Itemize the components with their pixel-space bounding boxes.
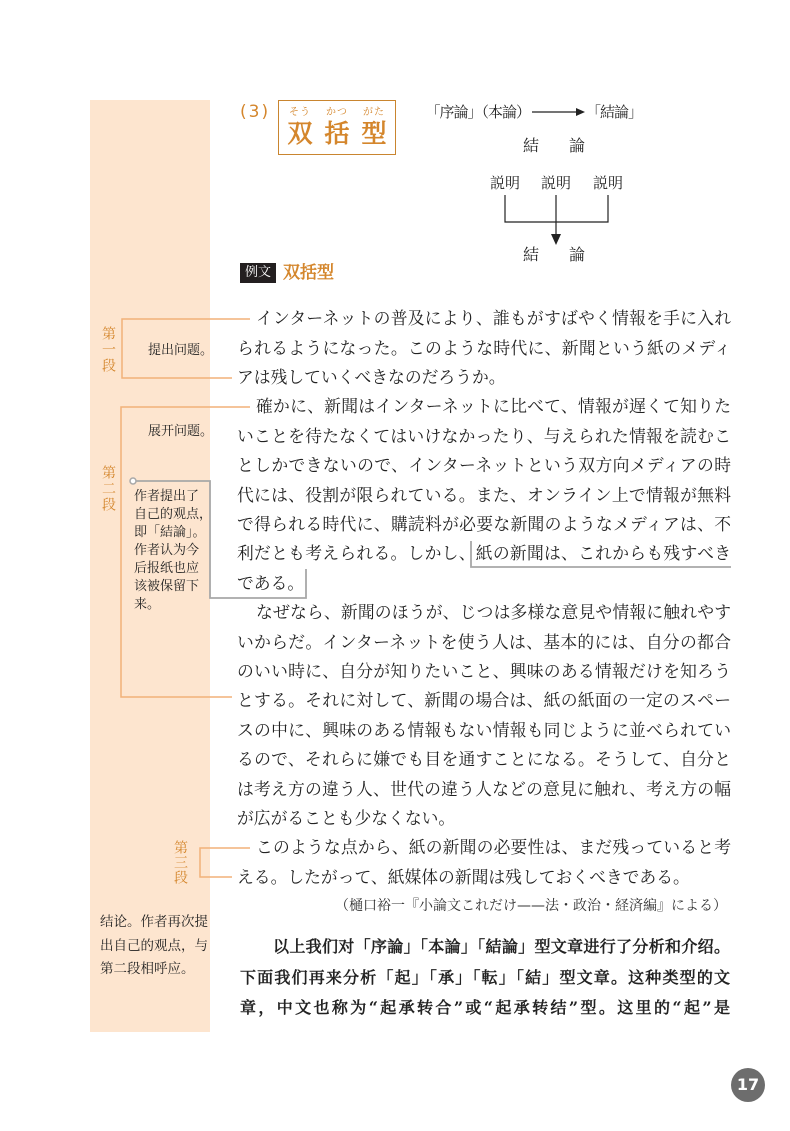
explanation-to-conclusion-arrowhead — [551, 234, 561, 245]
passage-line: なぜなら、新聞のほうが、じつは多様な意見や情報に触れやす — [256, 602, 731, 623]
conclusion-note-line: 结论。作者再次提 — [100, 914, 208, 930]
viewpoint-note-line: 该被保留下 — [134, 579, 200, 594]
paragraph-3-label: 第三段 — [172, 840, 188, 885]
viewpoint-note-line: 即「結論」。 — [134, 525, 206, 540]
section-number: (3) — [240, 102, 271, 122]
viewpoint-note-line: 作者提出了 — [134, 489, 200, 504]
conclusion-note-line: 第二段相呼应。 — [100, 961, 195, 977]
passage-line: が広がることも少なくない。 — [237, 807, 456, 828]
commentary-line: 章，中文也称为“起承转合”或“起承转结”型。这里的“起”是 — [240, 998, 730, 1017]
commentary-line: 以上我们对「序論」「本論」「結論」型文章进行了分析和介绍。 — [273, 937, 730, 956]
title-kanji-3: 型 — [361, 119, 387, 148]
viewpoint-pointer-dot — [130, 478, 136, 484]
paragraph-1-bracket — [122, 319, 250, 378]
passage-line: アは残していくべきなのだろうか。 — [237, 367, 506, 388]
diagram-conclusion-bottom: 結 論 — [523, 245, 593, 264]
paragraph-1-label: 第一段 — [100, 326, 116, 374]
commentary-line: 下面我们再来分析「起」「承」「転」「結」型文章。这种类型的文 — [240, 967, 730, 987]
passage-line: るので、それらに嫌でも目を通すことになる。そうして、自分と — [237, 749, 731, 770]
paragraph-3-bracket — [200, 848, 250, 877]
viewpoint-note-line: 作者认为今 — [134, 543, 200, 558]
passage-line: いからだ。インターネットを使う人は、基本的には、自分の都合 — [237, 631, 731, 652]
passage-line: このような点から、紙の新聞の必要性は、まだ残っていると考 — [256, 837, 731, 858]
passage-line: 確かに、新聞はインターネットに比べて、情報が遅くて知りた — [256, 396, 731, 417]
passage-line: える。したがって、紙媒体の新聞は残しておくべきである。 — [237, 866, 690, 887]
title-ruby-3: がた — [363, 107, 385, 118]
title-ruby-2: かつ — [326, 107, 348, 118]
paragraph-2-label: 第二段 — [100, 465, 116, 513]
viewpoint-note-line: 后报纸也应 — [134, 561, 200, 576]
diagram-conclusion-label: 「結論」 — [586, 103, 643, 121]
conclusion-note-line: 出自己的观点，与 — [100, 937, 208, 954]
paragraph-2-bracket — [121, 407, 250, 697]
diagram-intro-body: 「序論」（本論） — [425, 103, 530, 121]
passage-line: 利だとも考えられる。しかし、紙の新聞は、これからも残すべき — [237, 543, 731, 564]
title-kanji-1: 双 — [287, 119, 313, 148]
viewpoint-note-line: 来。 — [134, 597, 161, 612]
example-title: 双括型 — [283, 263, 334, 283]
passage-line: られるようになった。このような時代に、新聞という紙のメディ — [237, 337, 731, 358]
diagram-explanation-2: 説明 — [541, 174, 572, 192]
passage-line: スの中に、興味のある情報もない情報も同じように並べられてい — [237, 719, 731, 740]
passage-line: は考え方の違う人、世代の違う人などの意見に触れ、考え方の幅 — [237, 778, 731, 799]
diagram-explanation-3: 説明 — [593, 174, 624, 192]
passage-line: とする。それに対して、新聞の場合は、紙の紙面の一定のスペー — [237, 690, 731, 711]
passage-citation: （樋口裕一『小論文これだけ——法・政治・経済編』による） — [335, 898, 727, 914]
viewpoint-note-line: 自己的观点， — [134, 507, 213, 522]
passage-line: いことを待たなくてはいけなかったり、与えられた情報を読むこ — [237, 425, 731, 446]
diagram-arrow-head — [576, 108, 585, 116]
passage-line: のいい時に、自分が知りたいこと、興味のある情報だけを知ろう — [237, 660, 731, 681]
paragraph-2-note: 展开问题。 — [148, 424, 214, 439]
diagram-conclusion-top: 結 論 — [523, 136, 593, 155]
title-ruby-1: そう — [289, 107, 311, 118]
passage-line: 代には、役割が限られている。また、オンライン上で情報が無料 — [237, 484, 731, 505]
example-label: 例文 — [240, 263, 276, 283]
passage-line: で得られる時代に、購読料が必要な新聞のようなメディアは、不 — [237, 514, 731, 535]
title-kanji-2: 括 — [324, 119, 350, 148]
passage-line: インターネットの普及により、誰もがすばやく情報を手に入れ — [256, 308, 731, 329]
passage-line: である。 — [237, 572, 305, 593]
viewpoint-highlight — [471, 541, 731, 567]
page-number-badge: 17 — [731, 1068, 765, 1102]
diagram-explanation-1: 説明 — [490, 174, 521, 192]
paragraph-1-note: 提出问题。 — [148, 343, 214, 358]
viewpoint-connector — [136, 481, 306, 598]
passage-line: としかできないので、インターネットという双方向メディアの時 — [237, 455, 731, 476]
